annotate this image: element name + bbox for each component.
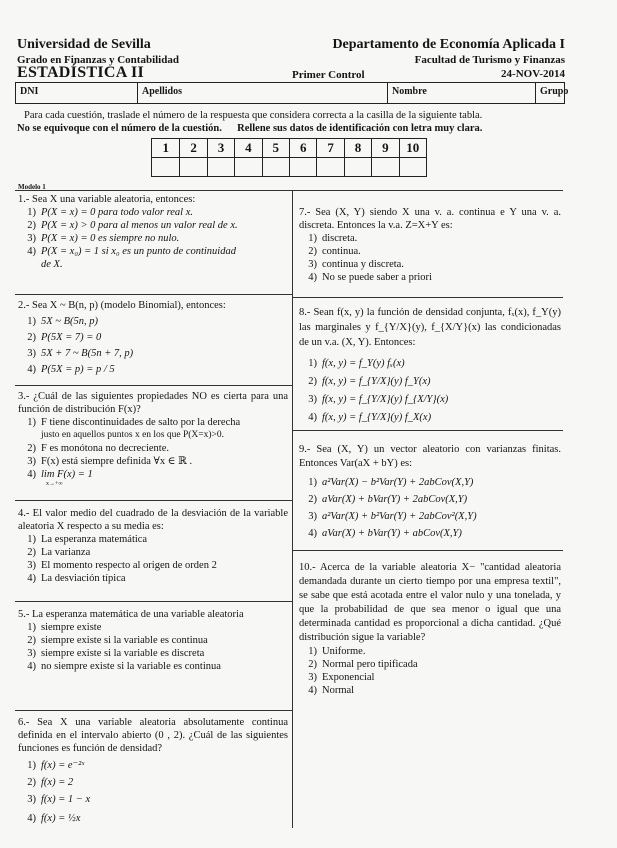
department-name: Departamento de Economía Aplicada I <box>332 37 565 52</box>
option-3[interactable]: 3) 5X + 7 ~ B(5n + 7, p) <box>27 348 134 359</box>
question-8 <box>299 305 561 425</box>
instructions-line-2 <box>17 123 482 134</box>
option-3[interactable]: 3) Exponencial <box>308 672 375 683</box>
question-7 <box>299 206 561 284</box>
exam-model: Modelo 1 <box>18 183 46 191</box>
degree-name: Grado en Finanzas y Contabilidad <box>17 54 179 66</box>
option-1[interactable]: 1) f(x) = e⁻²ˣ <box>27 760 85 771</box>
option-4[interactable]: 4) f(x, y) = f_{Y/X}(y) f_X(x) <box>308 412 432 423</box>
identification-row <box>15 82 569 104</box>
option-2[interactable]: 2) P(X = x) > 0 para al menos un valor real de x. <box>27 220 238 231</box>
instructions-fill-data: Rellene sus datos de identificación con letra muy clara. <box>237 123 483 134</box>
nombre-label: Nombre <box>392 86 427 97</box>
answer-box-2[interactable] <box>179 157 206 176</box>
answer-number-6: 6 <box>289 139 316 157</box>
question-stem: 6.- Sea X una variable aleatoria absolutamente continua definida en el intervalo abierto (0 , 2). ¿Cuál de las siguientes funciones es función de densidad? <box>18 717 288 754</box>
answer-box-7[interactable] <box>316 157 343 176</box>
question-stem: 3.- ¿Cuál de las siguientes propiedades NO es cierta para una función de distribución F(x)? <box>18 391 288 415</box>
question-5 <box>18 608 288 673</box>
answer-number-7: 7 <box>316 139 343 157</box>
option-2[interactable]: 2) siempre existe si la variable es continua <box>27 635 208 646</box>
dni-label: DNI <box>20 86 39 97</box>
option-1[interactable]: 1) La esperanza matemática <box>27 534 148 545</box>
answer-number-9: 9 <box>371 139 398 157</box>
question-stem: 4.- El valor medio del cuadrado de la desviación de la variable aleatoria X respecto a su media es: <box>18 508 288 532</box>
answer-number-2: 2 <box>179 139 206 157</box>
question-stem: 9.- Sea (X, Y) un vector aleatorio con varianzas finitas. Entonces Var(aX + bY) es: <box>299 444 561 469</box>
option-3[interactable]: 3) El momento respecto al origen de orden 2 <box>27 560 217 571</box>
university-name: Universidad de Sevilla <box>17 37 151 52</box>
apellidos-label: Apellidos <box>142 86 183 97</box>
question-2 <box>18 299 288 376</box>
option-1[interactable]: 1) discreta. <box>308 233 358 244</box>
answer-number-3: 3 <box>207 139 234 157</box>
question-stem: 1.- Sea X una variable aleatoria, entonces: <box>18 194 196 205</box>
grupo-label: Grupo <box>540 86 569 97</box>
nombre-field[interactable] <box>387 83 535 103</box>
answer-number-5: 5 <box>262 139 289 157</box>
separator-q8 <box>292 430 563 431</box>
separator-q4 <box>15 601 292 602</box>
option-2[interactable]: 2) aVar(X) + bVar(Y) + 2abCov(X,Y) <box>308 494 468 505</box>
answer-grid <box>151 138 427 177</box>
option-2[interactable]: 2) F es monótona no decreciente. <box>27 443 169 454</box>
question-stem: 10.- Acerca de la variable aleatoria X− "cantidad aleatoria demandada durante un cierto tiempo por una empresa textil", se sabe que está acotada entre el valor nulo y una tonelada, y que la probabilidad de que sea menor o igual que una determinada cantidad es proporcional a dicha cantidad. ¿Qué distribución sigue la variable? <box>299 562 561 643</box>
answer-box-8[interactable] <box>344 157 371 176</box>
answer-box-3[interactable] <box>207 157 234 176</box>
option-2[interactable]: 2) f(x) = 2 <box>27 777 74 788</box>
question-9 <box>299 443 561 541</box>
option-3[interactable]: 3) continua y discreta. <box>308 259 404 270</box>
option-3[interactable]: 3) P(X = x) = 0 es siempre no nulo. <box>27 233 180 244</box>
separator-q1 <box>15 294 292 295</box>
option-2[interactable]: 2) Normal pero tipificada <box>308 659 418 670</box>
instructions-line-1: Para cada cuestión, traslade el número de la respuesta que considera correcta a la casilla de la siguiente tabla. <box>24 110 483 121</box>
answer-box-1[interactable] <box>152 157 179 176</box>
answer-box-6[interactable] <box>289 157 316 176</box>
option-4[interactable]: 4) P(X = x₀) = 1 si x₀ es un punto de continuidad <box>27 246 236 257</box>
question-6 <box>18 716 288 825</box>
question-stem: 2.- Sea X ~ B(n, p) (modelo Binomial), entonces: <box>18 300 226 311</box>
question-3 <box>18 390 288 488</box>
instructions-warning: No se equivoque con el número de la cuestión. <box>17 123 222 134</box>
option-1[interactable]: 1) 5X ~ B(5n, p) <box>27 316 99 327</box>
option-1[interactable]: 1) P(X = x) = 0 para todo valor real x. <box>27 207 194 218</box>
option-1[interactable]: 1) F tiene discontinuidades de salto por la derecha <box>27 417 241 428</box>
separator-q2 <box>15 385 292 386</box>
option-2[interactable]: 2) continua. <box>308 246 361 257</box>
limit-subscript: x→+∞ <box>46 481 63 487</box>
option-2[interactable]: 2) f(x, y) = f_{Y/X}(y) f_Y(x) <box>308 376 431 387</box>
answer-box-4[interactable] <box>234 157 261 176</box>
faculty-name: Facultad de Turismo y Finanzas <box>414 54 565 66</box>
option-4[interactable]: 4) aVar(X) + bVar(Y) + abCov(X,Y) <box>308 528 462 539</box>
answer-box-9[interactable] <box>371 157 398 176</box>
question-4 <box>18 507 288 585</box>
option-4[interactable]: 4) no siempre existe si la variable es continua <box>27 661 221 672</box>
option-4[interactable]: 4) No se puede saber a priori <box>308 272 432 283</box>
option-4[interactable]: 4) f(x) = ½x <box>27 813 81 824</box>
separator-q3 <box>15 500 292 501</box>
answer-number-8: 8 <box>344 139 371 157</box>
subject-title: ESTADÍSTICA II <box>17 64 145 81</box>
dni-field[interactable] <box>16 83 137 103</box>
option-1[interactable]: 1) a²Var(X) − b²Var(Y) + 2abCov(X,Y) <box>308 477 474 488</box>
option-4[interactable]: 4) lim F(x) = 1 <box>27 469 93 480</box>
exam-date: 24-NOV-2014 <box>501 68 565 80</box>
grupo-field[interactable] <box>535 83 569 103</box>
option-1[interactable]: 1) f(x, y) = f_Y(y) fₓ(x) <box>308 358 405 369</box>
answer-box-5[interactable] <box>262 157 289 176</box>
option-4[interactable]: 4) Normal <box>308 685 355 696</box>
option-1[interactable]: 1) Uniforme. <box>308 646 366 657</box>
option-3[interactable]: 3) a²Var(X) + b²Var(Y) + 2abCov²(X,Y) <box>308 511 477 522</box>
option-2[interactable]: 2) La varianza <box>27 547 91 558</box>
option-4[interactable]: 4) La desviación típica <box>27 573 126 584</box>
top-separator <box>15 190 563 191</box>
question-stem: 7.- Sea (X, Y) siendo X una v. a. continua e Y una v. a. discreta. Entonces la v.a. Z=X+Y es: <box>299 207 561 231</box>
separator-q9 <box>292 550 563 551</box>
option-3[interactable]: 3) f(x) = 1 − x <box>27 794 91 805</box>
column-divider <box>292 190 293 828</box>
question-stem: 5.- La esperanza matemática de una variable aleatoria <box>18 609 244 620</box>
option-3[interactable]: 3) siempre existe si la variable es discreta <box>27 648 205 659</box>
answer-box-10[interactable] <box>399 157 426 176</box>
option-3[interactable]: 3) f(x, y) = f_{Y/X}(y) f_{X/Y}(x) <box>308 394 449 405</box>
apellidos-field[interactable] <box>137 83 387 103</box>
separator-q7 <box>292 297 563 298</box>
answer-number-4: 4 <box>234 139 261 157</box>
option-1[interactable]: 1) siempre existe <box>27 622 102 633</box>
option-4[interactable]: 4) P(5X = p) = p / 5 <box>27 364 115 375</box>
option-3[interactable]: 3) F(x) está siempre definida ∀x ∈ ℝ . <box>27 456 193 467</box>
answer-number-1: 1 <box>162 140 169 155</box>
exam-name: Primer Control <box>292 69 365 81</box>
question-1 <box>18 193 288 271</box>
option-4-continued: de X. <box>41 259 63 270</box>
option-1-continued: justo en aquellos puntos x en los que P(X=x)>0. <box>41 430 225 440</box>
answer-number-10: 10 <box>399 139 426 157</box>
separator-q5 <box>15 710 292 711</box>
option-2[interactable]: 2) P(5X = 7) = 0 <box>27 332 102 343</box>
question-10 <box>299 561 561 697</box>
question-stem: 8.- Sean f(x, y) la función de densidad conjunta, fₓ(x), f_Y(y) las marginales y f_{Y/X}(y), f_{X/Y}(x) las condicionadas de un v.a. (X, Y). Entonces: <box>299 307 561 348</box>
